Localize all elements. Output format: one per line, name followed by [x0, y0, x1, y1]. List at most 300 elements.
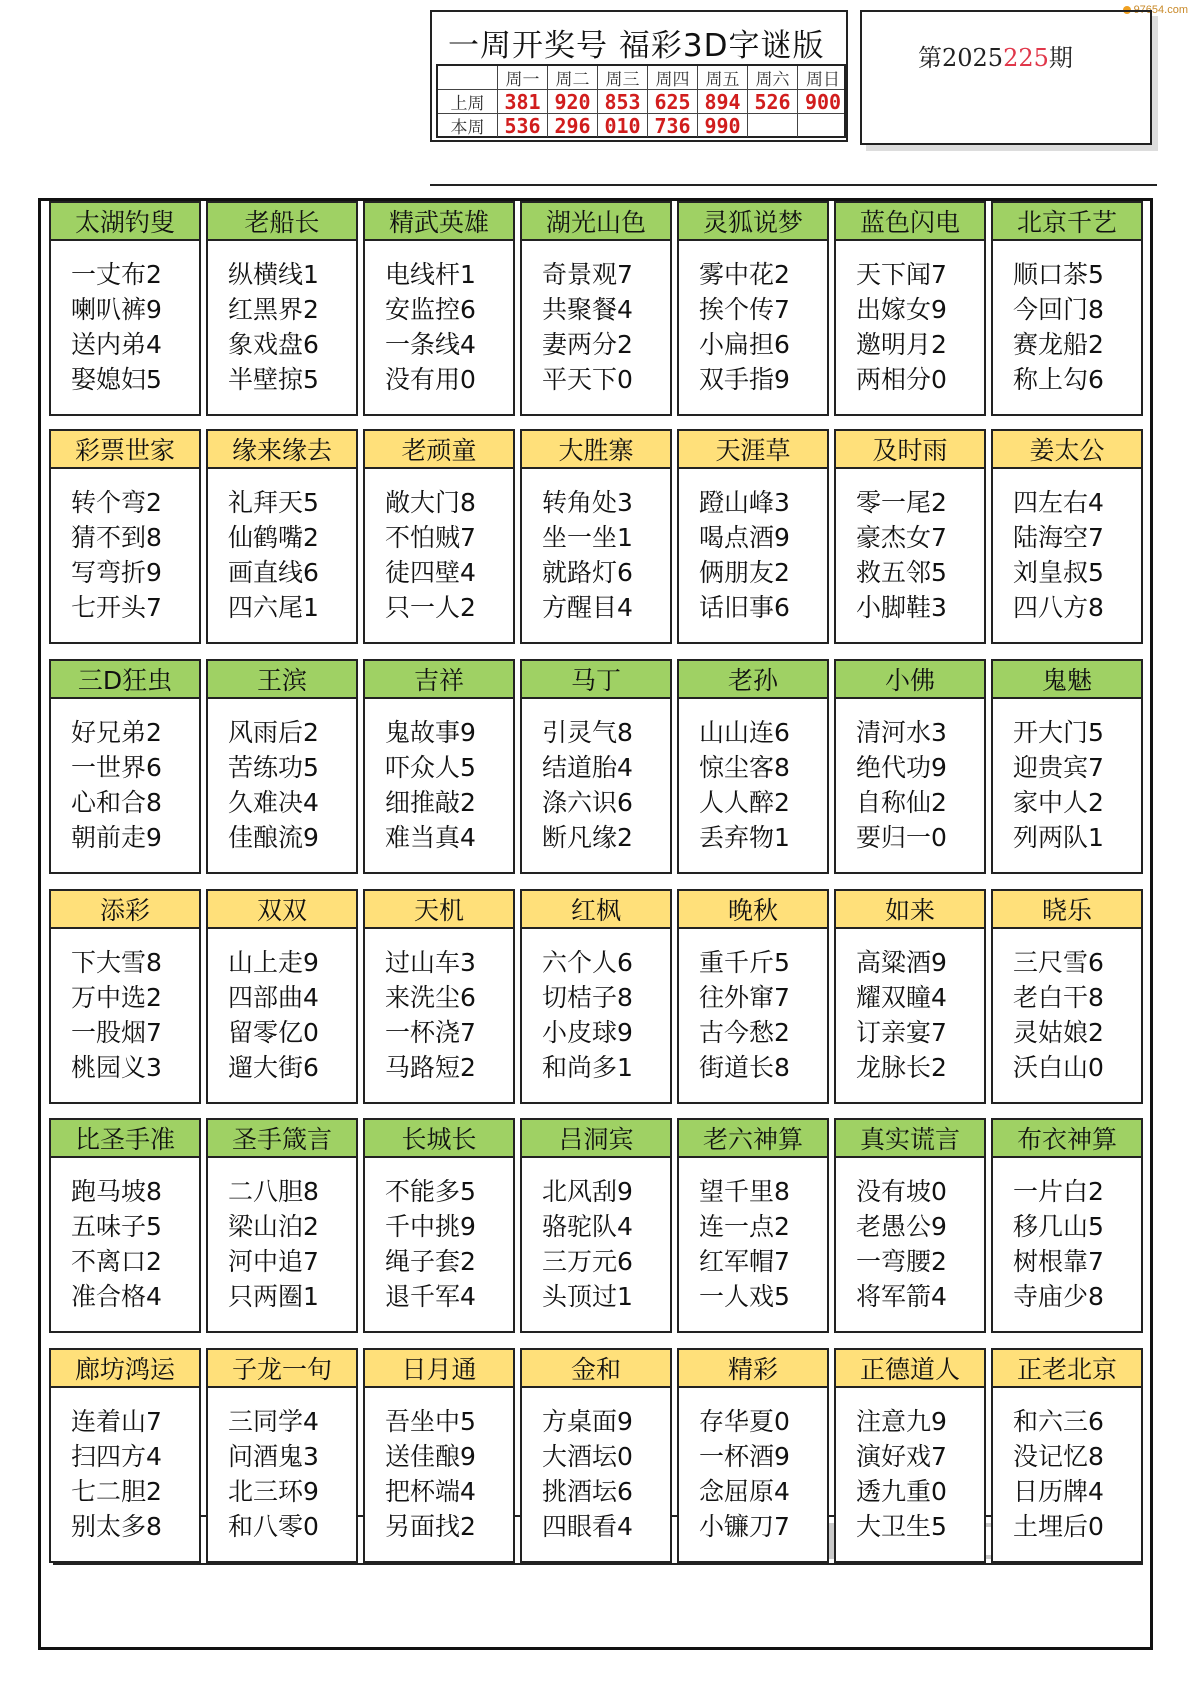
- riddle-card: [206, 1118, 358, 1333]
- draw-number: 010: [598, 114, 648, 137]
- riddle-line: 老愚公9: [856, 1212, 947, 1241]
- riddle-line: 切桔子8: [542, 983, 633, 1012]
- card-author: 如来: [836, 891, 984, 929]
- riddle-card: [520, 1118, 672, 1333]
- riddle-card: [677, 429, 829, 644]
- card-riddles: [208, 1158, 356, 1314]
- riddle-line: 纵横线1: [228, 260, 319, 289]
- day-header: 周二: [548, 66, 598, 89]
- card-riddles: [365, 469, 513, 625]
- riddle-line: 转角处3: [542, 488, 633, 517]
- riddle-line: 自称仙2: [856, 788, 947, 817]
- draw-number: 526: [748, 90, 798, 113]
- riddle-line: 北风刮9: [542, 1177, 633, 1206]
- riddle-line: 扫四方4: [71, 1442, 162, 1471]
- card-riddles: [993, 241, 1141, 397]
- riddle-line: 挑酒坛6: [542, 1477, 633, 1506]
- riddle-line: 妻两分2: [542, 330, 633, 359]
- riddle-line: 七二胆2: [71, 1477, 162, 1506]
- card-riddles: [836, 241, 984, 397]
- riddle-line: 人人醉2: [699, 788, 790, 817]
- riddle-card: [991, 889, 1143, 1104]
- riddle-line: 就路灯6: [542, 558, 633, 587]
- card-author: 天机: [365, 891, 513, 929]
- riddle-card: [49, 659, 201, 874]
- card-riddles: [679, 469, 827, 625]
- riddle-line: 龙脉长2: [856, 1053, 947, 1082]
- riddle-line: 写弯折9: [71, 558, 162, 587]
- riddle-line: 千中挑9: [385, 1212, 476, 1241]
- card-author: 吕洞宾: [522, 1120, 670, 1158]
- riddle-line: 安监控6: [385, 295, 476, 324]
- riddle-line: 四眼看4: [542, 1512, 633, 1541]
- card-author: 晚秋: [679, 891, 827, 929]
- issue-box: [860, 10, 1152, 145]
- riddle-line: 心和合8: [71, 788, 162, 817]
- card-author: 老船长: [208, 203, 356, 241]
- riddle-line: 头顶过1: [542, 1282, 633, 1311]
- riddle-card: [49, 1348, 201, 1563]
- draw-days-row: [438, 66, 844, 90]
- card-riddles: [365, 699, 513, 855]
- card-riddles: [836, 929, 984, 1085]
- riddle-line: 大酒坛0: [542, 1442, 633, 1471]
- card-author: 双双: [208, 891, 356, 929]
- riddle-line: 方醒目4: [542, 593, 633, 622]
- riddle-line: 鬼故事9: [385, 718, 476, 747]
- riddle-card: [49, 201, 201, 416]
- card-riddles: [51, 241, 199, 397]
- card-riddles: [679, 1158, 827, 1314]
- card-riddles: [51, 1388, 199, 1544]
- riddle-line: 树根靠7: [1013, 1247, 1104, 1276]
- riddle-line: 退千军4: [385, 1282, 476, 1311]
- riddle-line: 电线杆1: [385, 260, 476, 289]
- card-riddles: [365, 1388, 513, 1544]
- day-header: 周一: [498, 66, 548, 89]
- card-author: 真实谎言: [836, 1120, 984, 1158]
- riddle-line: 北三环9: [228, 1477, 319, 1506]
- riddle-line: 一杯浇7: [385, 1018, 476, 1047]
- riddle-line: 遛大街6: [228, 1053, 319, 1082]
- card-riddles: [836, 1388, 984, 1544]
- riddle-line: 一弯腰2: [856, 1247, 947, 1276]
- riddle-line: 三万元6: [542, 1247, 633, 1276]
- riddle-line: 半壁掠5: [228, 365, 319, 394]
- riddle-line: 红军帽7: [699, 1247, 790, 1276]
- card-author: 老顽童: [365, 431, 513, 469]
- riddle-card: [363, 1348, 515, 1563]
- riddle-line: 念屈原4: [699, 1477, 790, 1506]
- riddle-line: 只两圈1: [228, 1282, 319, 1311]
- riddle-card: [520, 889, 672, 1104]
- riddle-line: 丢弃物1: [699, 823, 790, 852]
- riddle-line: 耀双瞳4: [856, 983, 947, 1012]
- riddle-line: 红黑界2: [228, 295, 319, 324]
- riddle-card: [677, 1348, 829, 1563]
- riddle-line: 来洗尘6: [385, 983, 476, 1012]
- riddle-line: 一人戏5: [699, 1282, 790, 1311]
- riddle-line: 坐一坐1: [542, 523, 633, 552]
- riddle-line: 送内弟4: [71, 330, 162, 359]
- riddle-line: 仙鹤嘴2: [228, 523, 319, 552]
- riddle-line: 救五邻5: [856, 558, 947, 587]
- riddle-line: 豪杰女7: [856, 523, 947, 552]
- card-author: 添彩: [51, 891, 199, 929]
- card-author: 廊坊鸿运: [51, 1350, 199, 1388]
- riddle-line: 蹬山峰3: [699, 488, 790, 517]
- card-author: 正老北京: [993, 1350, 1141, 1388]
- riddle-line: 万中选2: [71, 983, 162, 1012]
- page-title: 一周开奖号 福彩3D字谜版: [448, 28, 825, 64]
- riddle-card: [834, 1118, 986, 1333]
- riddle-line: 大卫生5: [856, 1512, 947, 1541]
- riddle-line: 和尚多1: [542, 1053, 633, 1082]
- riddle-line: 一杯酒9: [699, 1442, 790, 1471]
- card-author: 圣手箴言: [208, 1120, 356, 1158]
- riddle-card: [206, 1348, 358, 1563]
- riddle-grid-frame: [38, 198, 1153, 1650]
- card-riddles: [522, 1158, 670, 1314]
- riddle-line: 望千里8: [699, 1177, 790, 1206]
- riddle-line: 苦练功5: [228, 753, 319, 782]
- riddle-line: 沃白山0: [1013, 1053, 1104, 1082]
- card-author: 布衣神算: [993, 1120, 1141, 1158]
- card-author: 老孙: [679, 661, 827, 699]
- riddle-card: [363, 659, 515, 874]
- riddle-line: 日历牌4: [1013, 1477, 1104, 1506]
- row-label: 上周: [438, 90, 498, 113]
- riddle-line: 不离口2: [71, 1247, 162, 1276]
- card-author: 北京千艺: [993, 203, 1141, 241]
- card-author: 湖光山色: [522, 203, 670, 241]
- card-riddles: [679, 241, 827, 397]
- riddle-line: 把杯端4: [385, 1477, 476, 1506]
- riddle-line: 徒四壁4: [385, 558, 476, 587]
- card-riddles: [522, 699, 670, 855]
- riddle-line: 三尺雪6: [1013, 948, 1104, 977]
- riddle-line: 四部曲4: [228, 983, 319, 1012]
- riddle-card: [677, 201, 829, 416]
- riddle-card: [363, 1118, 515, 1333]
- card-riddles: [365, 929, 513, 1085]
- riddle-line: 老白干8: [1013, 983, 1104, 1012]
- riddle-line: 送佳酿9: [385, 1442, 476, 1471]
- riddle-line: 土埋后0: [1013, 1512, 1104, 1541]
- riddle-line: 街道长8: [699, 1053, 790, 1082]
- card-author: 天涯草: [679, 431, 827, 469]
- card-riddles: [208, 241, 356, 397]
- card-author: 老六神算: [679, 1120, 827, 1158]
- riddle-line: 骆驼队4: [542, 1212, 633, 1241]
- draw-results-table: [436, 64, 846, 138]
- riddle-line: 移几山5: [1013, 1212, 1104, 1241]
- draw-number: 736: [648, 114, 698, 137]
- draw-number: 536: [498, 114, 548, 137]
- riddle-line: 连一点2: [699, 1212, 790, 1241]
- draw-number: 381: [498, 90, 548, 113]
- riddle-card: [991, 1118, 1143, 1333]
- riddle-line: 没有用0: [385, 365, 476, 394]
- card-riddles: [679, 929, 827, 1085]
- riddle-line: 邀明月2: [856, 330, 947, 359]
- riddle-line: 迎贵宾7: [1013, 753, 1104, 782]
- riddle-line: 绳子套2: [385, 1247, 476, 1276]
- riddle-line: 开大门5: [1013, 718, 1104, 747]
- riddle-line: 小镰刀7: [699, 1512, 790, 1541]
- riddle-line: 没记忆8: [1013, 1442, 1104, 1471]
- riddle-line: 列两队1: [1013, 823, 1104, 852]
- riddle-line: 顺口茶5: [1013, 260, 1104, 289]
- card-riddles: [993, 1388, 1141, 1544]
- riddle-line: 只一人2: [385, 593, 476, 622]
- card-riddles: [208, 929, 356, 1085]
- card-riddles: [679, 1388, 827, 1544]
- riddle-card: [520, 1348, 672, 1563]
- riddle-card: [520, 659, 672, 874]
- riddle-line: 家中人2: [1013, 788, 1104, 817]
- card-author: 大胜寨: [522, 431, 670, 469]
- riddle-card: [991, 429, 1143, 644]
- riddle-line: 重千斤5: [699, 948, 790, 977]
- card-author: 王滨: [208, 661, 356, 699]
- weekly-draw-box: [430, 10, 848, 142]
- card-author: 蓝色闪电: [836, 203, 984, 241]
- riddle-line: 古今愁2: [699, 1018, 790, 1047]
- riddle-line: 小脚鞋3: [856, 593, 947, 622]
- card-riddles: [836, 699, 984, 855]
- draw-number: 625: [648, 90, 698, 113]
- riddle-card: [206, 201, 358, 416]
- riddle-line: 山山连6: [699, 718, 790, 747]
- card-author: 精彩: [679, 1350, 827, 1388]
- issue-suffix: 期: [1048, 44, 1073, 72]
- riddle-line: 高粱酒9: [856, 948, 947, 977]
- riddle-line: 小扁担6: [699, 330, 790, 359]
- header-divider: [430, 184, 1157, 186]
- riddle-line: 七开头7: [71, 593, 162, 622]
- riddle-card: [677, 889, 829, 1104]
- draw-number: 990: [698, 114, 748, 137]
- card-riddles: [993, 699, 1141, 855]
- card-author: 红枫: [522, 891, 670, 929]
- riddle-line: 礼拜天5: [228, 488, 319, 517]
- card-author: 吉祥: [365, 661, 513, 699]
- riddle-line: 朝前走9: [71, 823, 162, 852]
- card-author: 晓乐: [993, 891, 1141, 929]
- riddle-line: 挨个传7: [699, 295, 790, 324]
- riddle-line: 一丈布2: [71, 260, 162, 289]
- riddle-line: 陆海空7: [1013, 523, 1104, 552]
- riddle-line: 四六尾1: [228, 593, 319, 622]
- card-riddles: [993, 929, 1141, 1085]
- riddle-line: 清河水3: [856, 718, 947, 747]
- riddle-line: 一条线4: [385, 330, 476, 359]
- draw-number: 853: [598, 90, 648, 113]
- riddle-card: [363, 889, 515, 1104]
- riddle-line: 话旧事6: [699, 593, 790, 622]
- riddle-line: 刘皇叔5: [1013, 558, 1104, 587]
- draw-number: [748, 114, 798, 137]
- riddle-line: 结道胎4: [542, 753, 633, 782]
- card-author: 鬼魅: [993, 661, 1141, 699]
- card-riddles: [208, 1388, 356, 1544]
- riddle-line: 小皮球9: [542, 1018, 633, 1047]
- riddle-line: 佳酿流9: [228, 823, 319, 852]
- card-riddles: [51, 929, 199, 1085]
- riddle-line: 要归一0: [856, 823, 947, 852]
- riddle-line: 另面找2: [385, 1512, 476, 1541]
- card-author: 马丁: [522, 661, 670, 699]
- riddle-card: [834, 659, 986, 874]
- card-riddles: [208, 699, 356, 855]
- riddle-line: 天下闻7: [856, 260, 947, 289]
- riddle-line: 难当真4: [385, 823, 476, 852]
- card-riddles: [522, 1388, 670, 1544]
- riddle-line: 六个人6: [542, 948, 633, 977]
- riddle-line: 别太多8: [71, 1512, 162, 1541]
- riddle-line: 将军箭4: [856, 1282, 947, 1311]
- riddle-line: 和六三6: [1013, 1407, 1104, 1436]
- riddle-line: 三同学4: [228, 1407, 319, 1436]
- riddle-line: 四八方8: [1013, 593, 1104, 622]
- day-header: 周日: [806, 70, 840, 89]
- riddle-line: 注意九9: [856, 1407, 947, 1436]
- draw-number: [798, 114, 848, 137]
- riddle-card: [834, 429, 986, 644]
- riddle-line: 马路短2: [385, 1053, 476, 1082]
- riddle-line: 俩朋友2: [699, 558, 790, 587]
- riddle-card: [49, 429, 201, 644]
- issue-number: [918, 38, 1073, 73]
- card-author: 子龙一句: [208, 1350, 356, 1388]
- card-author: 小佛: [836, 661, 984, 699]
- riddle-line: 桃园义3: [71, 1053, 162, 1082]
- riddle-line: 河中追7: [228, 1247, 319, 1276]
- riddle-line: 一片白2: [1013, 1177, 1104, 1206]
- card-riddles: [522, 929, 670, 1085]
- issue-prefix: 第2025: [918, 44, 1004, 72]
- riddle-card: [520, 201, 672, 416]
- riddle-line: 存华夏0: [699, 1407, 790, 1436]
- card-riddles: [51, 699, 199, 855]
- card-riddles: [522, 241, 670, 397]
- riddle-line: 吓众人5: [385, 753, 476, 782]
- riddle-line: 往外窜7: [699, 983, 790, 1012]
- riddle-line: 称上勾6: [1013, 365, 1104, 394]
- riddle-line: 象戏盘6: [228, 330, 319, 359]
- day-header: 周五: [698, 66, 748, 89]
- card-author: 精武英雄: [365, 203, 513, 241]
- riddle-line: 平天下0: [542, 365, 633, 394]
- card-author: 灵狐说梦: [679, 203, 827, 241]
- riddle-line: 断凡缘2: [542, 823, 633, 852]
- card-riddles: [51, 1158, 199, 1314]
- card-riddles: [208, 469, 356, 625]
- riddle-line: 订亲宴7: [856, 1018, 947, 1047]
- riddle-card: [834, 201, 986, 416]
- riddle-line: 共聚餐4: [542, 295, 633, 324]
- riddle-line: 没有坡0: [856, 1177, 947, 1206]
- riddle-line: 吾坐中5: [385, 1407, 476, 1436]
- riddle-card: [834, 889, 986, 1104]
- riddle-line: 零一尾2: [856, 488, 947, 517]
- riddle-line: 猜不到8: [71, 523, 162, 552]
- riddle-line: 赛龙船2: [1013, 330, 1104, 359]
- day-header: 周三: [598, 66, 648, 89]
- this-week-row: [438, 114, 844, 137]
- riddle-card: [206, 659, 358, 874]
- last-week-row: [438, 90, 844, 114]
- riddle-line: 出嫁女9: [856, 295, 947, 324]
- riddle-line: 奇景观7: [542, 260, 633, 289]
- riddle-card: [520, 429, 672, 644]
- riddle-line: 两相分0: [856, 365, 947, 394]
- riddle-card: [991, 1348, 1143, 1563]
- card-author: 金和: [522, 1350, 670, 1388]
- corner-cell: [438, 66, 498, 89]
- card-riddles: [836, 469, 984, 625]
- riddle-line: 山上走9: [228, 948, 319, 977]
- draw-number: 920: [548, 90, 598, 113]
- riddle-line: 留零亿0: [228, 1018, 319, 1047]
- riddle-line: 好兄弟2: [71, 718, 162, 747]
- riddle-line: 今回门8: [1013, 295, 1104, 324]
- row-label: 本周: [438, 114, 498, 137]
- card-author: 正德道人: [836, 1350, 984, 1388]
- card-author: 长城长: [365, 1120, 513, 1158]
- card-riddles: [993, 1158, 1141, 1314]
- riddle-line: 演好戏7: [856, 1442, 947, 1471]
- riddle-card: [991, 201, 1143, 416]
- riddle-line: 娶媳妇5: [71, 365, 162, 394]
- riddle-line: 准合格4: [71, 1282, 162, 1311]
- riddle-line: 下大雪8: [71, 948, 162, 977]
- riddle-line: 方桌面9: [542, 1407, 633, 1436]
- riddle-line: 细推敲2: [385, 788, 476, 817]
- card-riddles: [365, 241, 513, 397]
- riddle-line: 画直线6: [228, 558, 319, 587]
- riddle-card: [677, 1118, 829, 1333]
- card-author: 姜太公: [993, 431, 1141, 469]
- riddle-line: 透九重0: [856, 1477, 947, 1506]
- riddle-card: [834, 1348, 986, 1563]
- riddle-line: 惊尘客8: [699, 753, 790, 782]
- riddle-line: 风雨后2: [228, 718, 319, 747]
- riddle-line: 过山车3: [385, 948, 476, 977]
- card-riddles: [522, 469, 670, 625]
- riddle-line: 不能多5: [385, 1177, 476, 1206]
- riddle-line: 敞大门8: [385, 488, 476, 517]
- riddle-line: 跑马坡8: [71, 1177, 162, 1206]
- riddle-line: 双手指9: [699, 365, 790, 394]
- riddle-line: 一世界6: [71, 753, 162, 782]
- riddle-line: 一股烟7: [71, 1018, 162, 1047]
- card-author: 日月通: [365, 1350, 513, 1388]
- riddle-card: [363, 201, 515, 416]
- riddle-line: 久难决4: [228, 788, 319, 817]
- riddle-line: 引灵气8: [542, 718, 633, 747]
- riddle-line: 四左右4: [1013, 488, 1104, 517]
- card-riddles: [679, 699, 827, 855]
- riddle-line: 喇叭裤9: [71, 295, 162, 324]
- riddle-line: 梁山泊2: [228, 1212, 319, 1241]
- riddle-line: 二八胆8: [228, 1177, 319, 1206]
- riddle-card: [49, 1118, 201, 1333]
- card-author: 三D狂虫: [51, 661, 199, 699]
- card-riddles: [993, 469, 1141, 625]
- riddle-line: 灵姑娘2: [1013, 1018, 1104, 1047]
